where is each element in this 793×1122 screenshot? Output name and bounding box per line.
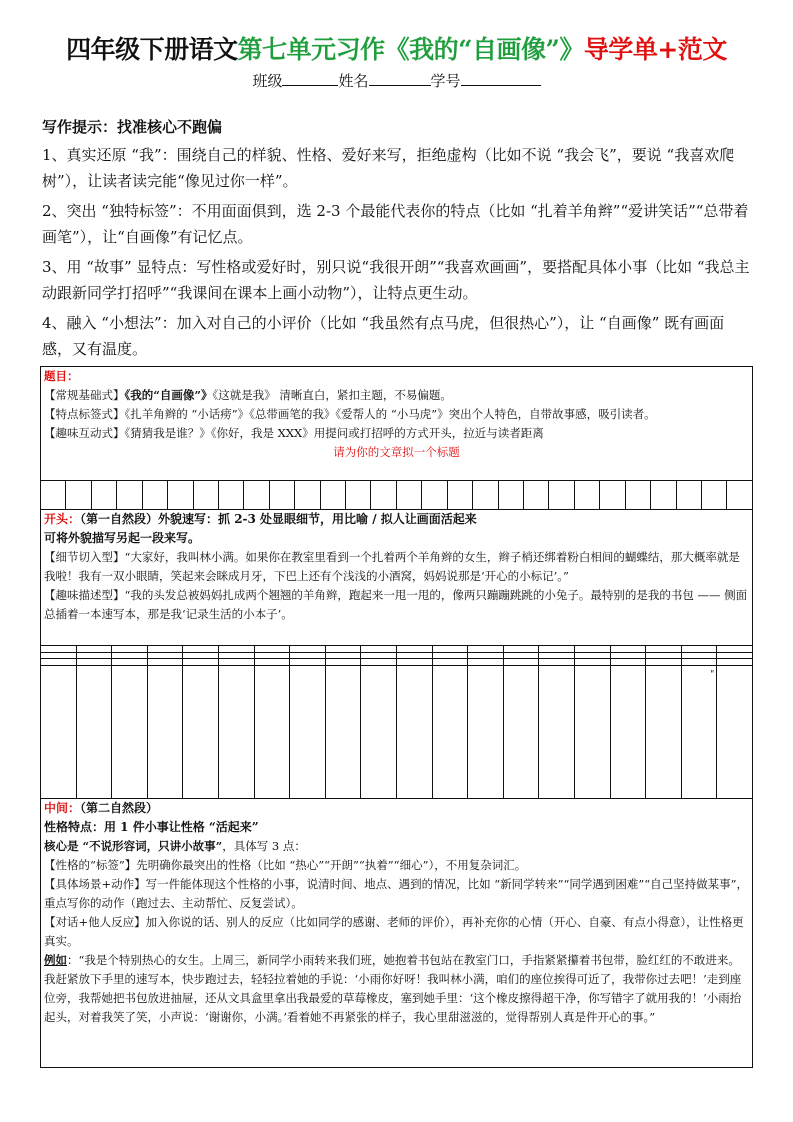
topic-style-basic [44, 386, 749, 405]
middle-label: 中间： [44, 801, 81, 815]
topic-style-feature: 【特点标签式】《扎羊角辫的 “小话痨”》《总带画笔的我》《爱帮人的 “小马虎”》突出个人特色，自带故事感，吸引读者。 [44, 407, 656, 421]
middle-heading [44, 799, 749, 818]
topic-style-tag: 【常规基础式】 [44, 388, 125, 402]
example-label: 例如 [44, 953, 67, 967]
title-unit: 第七单元习作《我的“自画像”》 [237, 35, 584, 64]
tip-item: 1、真实还原 “我”：围绕自己的样貌、性格、爱好来写，拒绝虚构（比如不说 “我会飞”，要说 “我喜欢爬树”），让读者读完能“像见过你一样”。 [42, 146, 735, 190]
middle-paragraph-note: （第二自然段） [80, 801, 159, 815]
middle-core [44, 837, 749, 856]
grid-mark: " [681, 665, 717, 798]
id-label: 学号 [430, 72, 461, 90]
title-grade: 四年级下册语文 [66, 35, 238, 64]
name-label: 姓名 [338, 72, 369, 90]
tip-item: 3、用 “故事” 显特点：写性格或爱好时，别只说“我很开朗”“我喜欢画画”，要搭配具体小事（比如 “我总主动跟新同学打招呼”“我课间在课本上画小动物”），让特点更生动。 [42, 258, 750, 302]
title-type: 导学单+范文 [583, 35, 727, 64]
class-field[interactable] [282, 71, 338, 86]
middle-point-label: 【性格的“标签”】先明确你最突出的性格（比如 “热心”“开朗”“执着”“细心”），不用复杂词汇。 [44, 858, 527, 872]
id-field[interactable] [461, 71, 541, 86]
tip-item: 2、突出 “独特标签”：不用面面俱到，选 2-3 个最能代表你的特点（比如 “扎着羊角辫”“爱讲笑话”“总带着画笔”），让“自画像”有记忆点。 [42, 202, 749, 246]
class-label: 班级 [252, 72, 283, 90]
topic-title-examples: 《我的“自画像”》 [124, 388, 213, 402]
opening-instruction: （第一自然段）外貌速写：抓 2-3 处显眼细节，用比喻 / 拟人让画面活起来 [80, 512, 477, 526]
topic-prompt: 请为你的文章拟一个标题 [333, 445, 460, 459]
tips-heading: 写作提示：找准核心不跑偏 [42, 118, 223, 136]
middle-point-scene: 【具体场景+动作】写一件能体现这个性格的小事，说清时间、地点、遇到的情况，比如 “新同学转来”“同学遇到困难”“自己坚持做某事”，重点写你的动作（跑过去、主动帮忙、反复尝试）。 [44, 877, 749, 910]
middle-point-dialog: 【对话+他人反应】加入你说的话、别人的反应（比如同学的感谢、老师的评价），再补充你的心情（开心、自豪、有点小得意），让性格更真实。 [44, 915, 744, 948]
topic-label: 题目： [44, 369, 79, 383]
opening-heading [44, 510, 749, 529]
middle-section [40, 798, 753, 1068]
writing-tips [42, 114, 754, 366]
topic-style-interactive: 【趣味互动式】《猜猜我是谁？》《你好，我是 XXX》用提问或打招呼的方式开头，拉近与读者距离 [44, 426, 544, 440]
middle-core-rest: ，具体写 3 点： [222, 839, 306, 853]
student-info-line [0, 70, 793, 91]
opening-example-fun: 【趣味描述型】“我的头发总被妈妈扎成两个翘翘的羊角辫，跑起来一甩一甩的，像两只蹦蹦跳跳的小兔子。最特别的是我的书包 —— 侧面总插着一本速写本，那是我‘记录生活的小本子’。 [44, 588, 748, 621]
middle-example [44, 951, 749, 1027]
opening-example-detail: 【细节切入型】“大家好，我叫林小满。如果你在教室里看到一个扎着两个羊角辫的女生，辫子梢还绑着粉白相间的蝴蝶结，那大概率就是我啦！我有一双小眼睛，笑起来会眯成月牙，下巴上还有个浅浅的小酒窝，妈妈说那是‘开心的小标记’。” [44, 550, 740, 583]
topic-style-desc: 《这就是我》 清晰直白，紧扣主题，不易偏题。 [212, 388, 452, 402]
tip-item: 4、融入 “小想法”：加入对自己的小评价（比如 “我虽然有点马虎，但很热心”），让 “自画像” 既有画面感，又有温度。 [42, 314, 725, 358]
opening-label: 开头： [44, 512, 81, 526]
opening-writing-grid[interactable] [40, 645, 753, 799]
middle-core-bold: 核心是 “不说形容词，只讲小故事” [44, 839, 223, 853]
example-text: ：“我是个特别热心的女生。上周三，新同学小雨转来我们班，她抱着书包站在教室门口，手指紧紧攥着书包带，脸红红的不敢进来。我赶紧放下手里的速写本，快步跑过去，轻轻拉着她的手说：‘小雨你好呀！我叫林小满，咱们的座位挨得可近了，我带你过去吧！’走到座位旁，我帮她把书包放进抽屉，还从文具盒里拿出我最爱的草莓橡皮，塞到她手里：‘这个橡皮擦得超干净，你写错字了就用我的！’小雨抬起头，对着我笑了笑，小声说：‘谢谢你，小满。’看着她不再紧张的样子，我心里甜滋滋的，觉得帮别人真是件开心的事。” [44, 953, 742, 1024]
name-field[interactable] [369, 71, 431, 86]
title-writing-grid[interactable] [40, 480, 753, 510]
page-title [0, 30, 793, 66]
topic-section [40, 366, 753, 510]
opening-section [40, 509, 753, 799]
opening-note: 可将外貌描写另起一段来写。 [44, 531, 201, 545]
middle-topic: 性格特点：用 1 件小事让性格 “活起来” [44, 820, 259, 834]
